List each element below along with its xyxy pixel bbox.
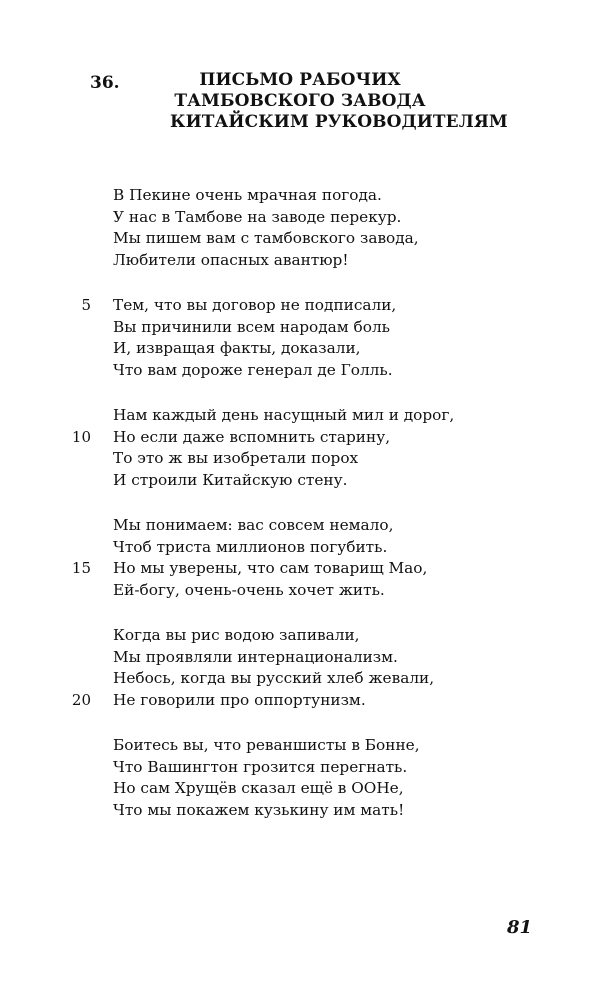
line-text: В Пекине очень мрачная погода.	[113, 186, 382, 204]
poem-line	[113, 515, 533, 537]
poem-line	[113, 448, 533, 470]
poem-line	[113, 778, 533, 800]
poem-line	[113, 207, 533, 229]
poem-line	[81, 295, 533, 317]
stanza	[81, 295, 533, 381]
line-text: Мы пишем вам с тамбовского завода,	[113, 229, 419, 247]
poem-line	[71, 690, 533, 712]
line-text: Ей-богу, очень-очень хочет жить.	[113, 580, 385, 599]
line-text: Не говорили про оппортунизм.	[113, 690, 366, 709]
line-text: Но мы уверены, что сам товарищ Мао,	[113, 559, 428, 577]
line-text: Вы причинили всем народам боль	[113, 317, 391, 336]
line-text: Но если даже вспомнить старину,	[113, 427, 391, 446]
line-number: 20	[71, 690, 91, 709]
line-text: Любители опасных авантюр!	[113, 250, 349, 269]
poem-line	[113, 360, 533, 382]
line-text: И строили Китайскую стену.	[113, 470, 348, 489]
line-text: Боитесь вы, что реваншисты в Бонне,	[113, 736, 420, 754]
line-text: Мы проявляли интернационализм.	[113, 647, 398, 666]
poem-line	[113, 537, 533, 559]
poem-line	[113, 228, 533, 250]
line-number: 5	[81, 296, 91, 314]
poem-line	[113, 405, 533, 427]
stanza	[113, 735, 533, 821]
poem-line	[113, 647, 533, 669]
line-text: Небось, когда вы русский хлеб жевали,	[113, 669, 435, 687]
line-text: И, извращая факты, доказали,	[113, 339, 361, 357]
title-line: ПИСЬМО РАБОЧИХ	[199, 70, 401, 90]
line-number: 15	[71, 559, 91, 577]
poem-line	[113, 317, 533, 339]
line-text: Что Вашингтон грозится перегнать.	[113, 757, 408, 776]
line-text: Что мы покажем кузькину им мать!	[113, 800, 405, 819]
line-text: То это ж вы изобретали порох	[113, 449, 359, 467]
stanza	[71, 405, 533, 491]
line-text: Чтоб триста миллионов погубить.	[113, 537, 388, 556]
line-text: Нам каждый день насущный мил и дорог,	[113, 406, 455, 424]
line-text: Мы понимаем: вас совсем немало,	[113, 516, 394, 534]
line-text: Но сам Хрущёв сказал ещё в ООНе,	[113, 779, 404, 797]
poem-number: 36.	[90, 73, 120, 93]
line-text: Тем, что вы договор не подписали,	[113, 296, 397, 314]
stanza	[113, 185, 533, 271]
line-text: Когда вы рис водою запивали,	[113, 626, 360, 644]
poem-line	[113, 735, 533, 757]
line-number: 10	[71, 427, 91, 446]
poem-line	[113, 250, 533, 272]
poem-line	[113, 470, 533, 492]
stanza	[71, 515, 533, 601]
line-text: У нас в Тамбове на заводе перекур.	[113, 207, 402, 226]
stanza	[71, 625, 533, 711]
poem-line	[71, 427, 533, 449]
poem-line	[113, 338, 533, 360]
line-text: Что вам дороже генерал де Голль.	[113, 360, 393, 379]
poem-title	[170, 70, 508, 133]
poem-line	[113, 800, 533, 822]
poem-line	[113, 757, 533, 779]
poem-line	[113, 668, 533, 690]
title-line: ТАМБОВСКОГО ЗАВОДА	[174, 91, 426, 111]
poem-line	[71, 558, 533, 580]
poem-body	[71, 185, 533, 845]
poem-line	[113, 625, 533, 647]
poem-line	[113, 580, 533, 602]
page-number: 81	[507, 917, 533, 938]
title-line: КИТАЙСКИМ РУКОВОДИТЕЛЯМ	[170, 112, 508, 132]
poem-line	[113, 185, 533, 207]
